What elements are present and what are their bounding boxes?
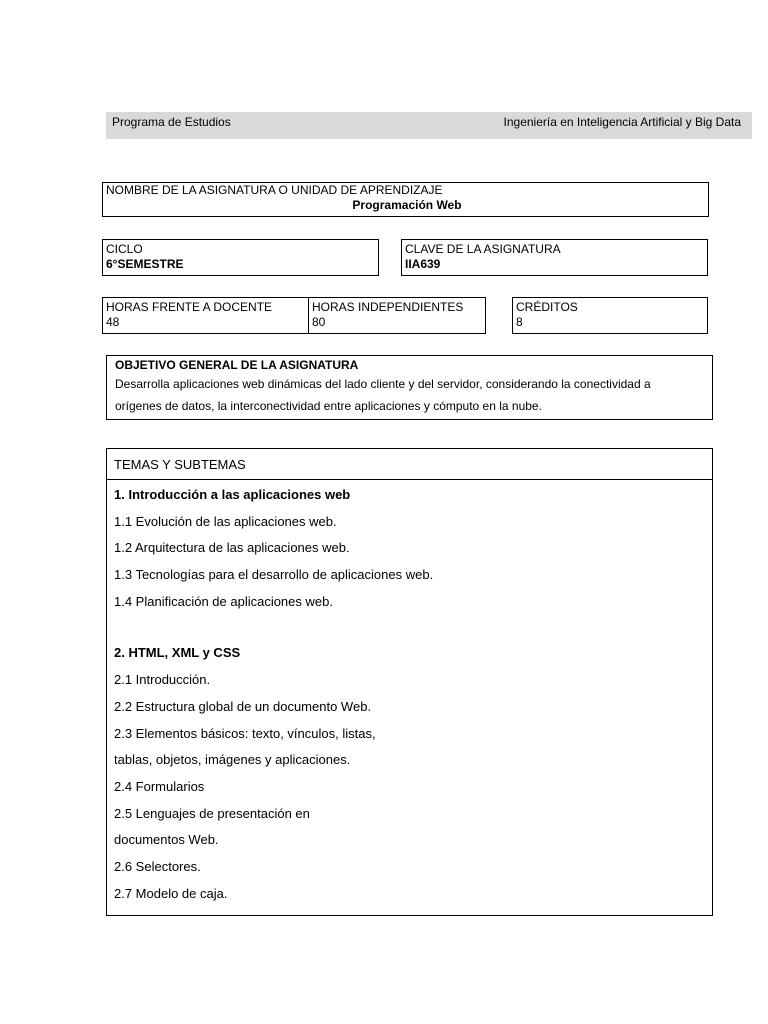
subtopic: 2.6 Selectores.: [114, 858, 201, 874]
topics-list: [107, 480, 712, 907]
subtopic: 1.2 Arquitectura de las aplicaciones web.: [114, 540, 350, 556]
independent-hours-cell: [309, 298, 485, 333]
independent-hours-label: HORAS INDEPENDIENTES: [312, 300, 464, 314]
subject-name-label: NOMBRE DE LA ASIGNATURA O UNIDAD DE APRENDIZAJE: [106, 183, 443, 197]
subtopic: 2.5 Lenguajes de presentación en: [114, 805, 310, 821]
subject-name-box: [102, 182, 709, 217]
credits-box: [512, 297, 708, 334]
subtopic: tablas, objetos, imágenes y aplicaciones.: [114, 752, 351, 768]
subtopic: 2.7 Modelo de caja.: [114, 885, 228, 901]
header-career-label: Ingeniería en Inteligencia Artificial y Big Data: [503, 115, 741, 129]
topics-table: [106, 448, 713, 916]
subtopic: 2.4 Formularios: [114, 778, 205, 794]
objective-line-2: orígenes de datos, la interconectividad entre aplicaciones y cómputo en la nube.: [115, 399, 542, 413]
cycle-box: [102, 239, 379, 276]
credits-label: CRÉDITOS: [516, 300, 578, 314]
objective-title: OBJETIVO GENERAL DE LA ASIGNATURA: [115, 358, 359, 372]
subtopic: 2.3 Elementos básicos: texto, vínculos, listas,: [114, 725, 376, 741]
teacher-hours-label: HORAS FRENTE A DOCENTE: [106, 300, 273, 314]
general-objective-box: [106, 355, 713, 420]
teacher-hours-cell: [103, 298, 308, 333]
topics-title: TEMAS Y SUBTEMAS: [107, 449, 712, 480]
subject-key-label: CLAVE DE LA ASIGNATURA: [405, 242, 561, 256]
teacher-hours-value: 48: [106, 315, 120, 329]
cycle-label: CICLO: [106, 242, 143, 256]
hours-box: [102, 297, 486, 334]
subtopic: 1.3 Tecnologías para el desarrollo de aplicaciones web.: [114, 567, 434, 583]
topic-heading: 2. HTML, XML y CSS: [114, 645, 241, 661]
page-header-band: [106, 112, 752, 139]
header-program-label: Programa de Estudios: [112, 115, 231, 129]
cycle-value: 6°SEMESTRE: [106, 257, 184, 271]
independent-hours-value: 80: [312, 315, 326, 329]
topic-spacer: [114, 615, 712, 640]
objective-line-1: Desarrolla aplicaciones web dinámicas del lado cliente y del servidor, considerando la conectividad a: [115, 377, 651, 391]
subtopic: 1.4 Planificación de aplicaciones web.: [114, 593, 333, 609]
credits-value: 8: [516, 315, 523, 329]
subtopic: 1.1 Evolución de las aplicaciones web.: [114, 513, 337, 529]
subtopic: documentos Web.: [114, 832, 219, 848]
topic-heading: 1. Introducción a las aplicaciones web: [114, 487, 351, 502]
subject-name-value: Programación Web: [352, 198, 462, 212]
subtopic: 2.1 Introducción.: [114, 672, 211, 688]
subject-key-value: IIA639: [405, 257, 441, 271]
subtopic: 2.2 Estructura global de un documento Web.: [114, 698, 372, 714]
subject-key-box: [401, 239, 708, 276]
